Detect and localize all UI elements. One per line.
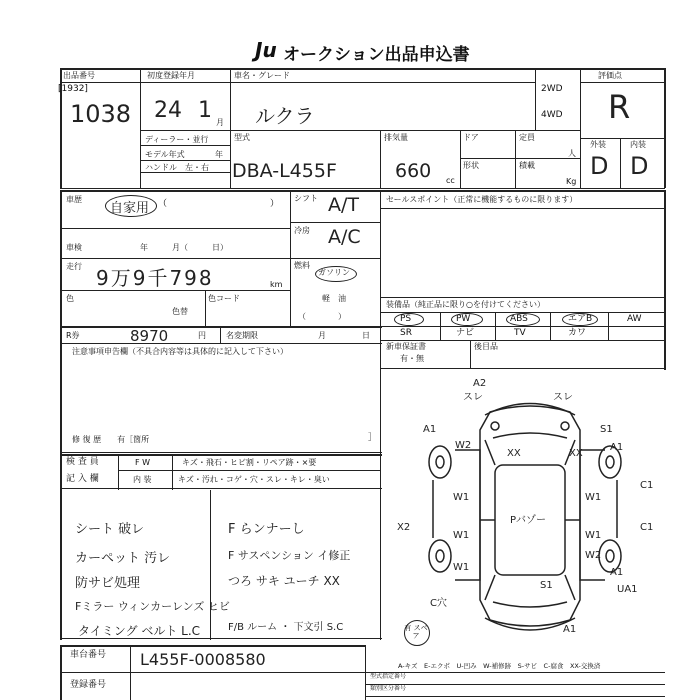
fuel-label: 燃料 (294, 261, 310, 270)
diagram-label: S1 (540, 580, 553, 591)
equip-navi: ナビ (456, 328, 475, 338)
first-reg-month: 1 (198, 98, 212, 123)
displacement-value: 660 (395, 160, 432, 182)
diagram-label: スレ (553, 392, 573, 403)
note-right-2: F サスペンション イ修正 (228, 549, 351, 562)
fw-items: キズ・飛石・ヒビ割・リペア跡・×要 (182, 458, 317, 467)
history-label: 車歴 (66, 195, 82, 204)
diagram-label: S1 (600, 424, 613, 435)
first-reg-label: 初度登録年月 (147, 71, 195, 80)
color-code-label: 色コード (208, 294, 240, 303)
first-reg-year: 24 (154, 98, 182, 123)
diagram-label: W1 (585, 492, 602, 503)
interior-label: 内装 (630, 140, 646, 149)
shift-label: シフト (294, 194, 318, 203)
capacity-unit: 人 (568, 149, 576, 158)
notes-header: 注意事項申告欄（不具合内容等は具体的に記入して下さい） (72, 347, 288, 356)
note-left-2: カーペット 汚レ (75, 551, 171, 566)
warranty-label: 新車保証書 (386, 342, 426, 351)
diagram-label: A1 (423, 424, 437, 435)
diagram-label: XX (569, 448, 583, 459)
interior-grade: D (630, 152, 649, 180)
warranty-options: 有・無 (400, 354, 424, 363)
interior-items: キズ・汚れ・コゲ・穴・スレ・キレ・臭い (178, 475, 330, 484)
after-label: 後目品 (474, 342, 498, 351)
fuel-blank: （ ） (298, 312, 346, 321)
fuel-gas: ガソリン (318, 268, 350, 277)
type-value: DBA-L455F (232, 160, 337, 182)
equip-sr: SR (400, 328, 412, 338)
exterior-label: 外装 (590, 140, 606, 149)
model-year-unit: 年 (215, 150, 223, 159)
yen-unit: 円 (198, 331, 206, 340)
name-expiry-label: 名変期限 (226, 331, 258, 340)
equip-ps: PS (400, 314, 412, 324)
dealer-label: ディーラー・並行 (145, 135, 209, 144)
diagram-label: Pバゾー (510, 515, 547, 526)
repair-label: 修 復 歴 有［箇所 (72, 435, 150, 444)
door-label: ドア (463, 133, 479, 142)
expiry-month-unit: 月 (318, 331, 326, 340)
lot-number: 1038 (70, 100, 132, 128)
note-right-1: F らンナーし (228, 522, 305, 537)
note-left-5: タイミング ベルト L.C (78, 624, 201, 638)
kg-unit: Kg (566, 177, 577, 186)
recycle-value: 8970 (130, 327, 169, 345)
color-change-label: 色替 (172, 307, 188, 316)
diagram-label: A2 (473, 378, 487, 389)
diagram-label: スレ (463, 392, 483, 403)
chassis-number: L455F-0008580 (140, 650, 266, 669)
diagram-label: A1 (610, 442, 624, 453)
diagram-label: W1 (453, 530, 470, 541)
handle-label: ハンドル 左・右 (145, 163, 209, 172)
equip-airbag: エアB (568, 314, 593, 324)
km-unit: km (270, 280, 283, 289)
note-right-4: F/B ルーム ・ 下文引 S.C (228, 622, 344, 633)
writer-label: 記 入 欄 (66, 474, 99, 484)
diagram-label: X2 (397, 522, 411, 533)
interior-row-label: 内 装 (133, 475, 152, 484)
exterior-grade: D (590, 152, 609, 180)
diagram-label: C1 (640, 480, 654, 491)
diagram-label: W1 (453, 492, 470, 503)
inspection-label: 車検 (66, 243, 82, 252)
rating-value: R (608, 88, 631, 126)
drive-2wd: 2WD (541, 84, 563, 94)
spare-stamp: 有 スペア (404, 624, 428, 640)
diagram-label: XX (507, 448, 521, 459)
rating-label: 評価点 (598, 71, 622, 80)
expiry-day-unit: 日 (362, 331, 370, 340)
equip-tv: TV (514, 328, 526, 338)
diagram-label: W2 (455, 440, 472, 451)
month-unit: 月 (216, 118, 224, 127)
load-label: 積載 (519, 161, 535, 170)
color-label: 色 (66, 294, 74, 303)
fw-label: F W (135, 458, 151, 467)
capacity-label: 定員 (519, 133, 535, 142)
note-left-1: シート 破レ (75, 522, 145, 537)
history-value: 自家用 (110, 201, 150, 216)
diagram-label: W1 (453, 562, 470, 573)
category-label: 類別区分番号 (370, 685, 407, 692)
shift-value: A/T (328, 194, 360, 216)
equip-leather: カワ (568, 328, 587, 338)
diagram-label: W2 (585, 550, 602, 561)
lot-label: 出品番号 (63, 71, 95, 80)
car-diagram (395, 370, 665, 650)
displacement-label: 排気量 (384, 133, 408, 142)
car-name: ルクラ (255, 104, 315, 128)
selling-point-label: セールスポイント（正常に機能するものに限ります） (386, 195, 578, 204)
lot-sub: [1932] (58, 84, 88, 94)
type-designation-label: 型式指定番号 (370, 673, 407, 680)
mileage-value: 9万9千798 (96, 266, 214, 290)
inspection-text: 年 月（ 日） (140, 243, 228, 252)
fuel-diesel: 軽 油 (322, 294, 346, 303)
diagram-label: C穴 (430, 598, 447, 609)
note-right-3: つろ サキ ユーチ XX (228, 574, 340, 588)
equipment-label: 装備品（純正品に限り○を付けてください） (386, 300, 545, 309)
shape-label: 形状 (463, 161, 479, 170)
ac-value: A/C (328, 226, 361, 248)
diagram-label: A1 (563, 624, 577, 635)
model-year-label: モデル年式 (145, 150, 185, 159)
cc-unit: cc (446, 176, 455, 185)
note-left-4: Fミラー ウィンカーレンズ ヒビ (75, 600, 230, 613)
equip-pw: PW (456, 314, 471, 324)
type-label: 型式 (234, 133, 250, 142)
ju-logo: Ju (255, 38, 277, 62)
diagram-label: C1 (640, 522, 654, 533)
diagram-label: A1 (610, 567, 624, 578)
form-title: オークション出品申込書 (283, 45, 470, 65)
ac-label: 冷房 (294, 226, 310, 235)
recycle-label: R券 (66, 331, 80, 340)
legend: A-キズ E-エクボ U-凹み W-補修跡 S-サビ C-腐食 XX-交換済 (398, 662, 601, 670)
drive-4wd: 4WD (541, 110, 563, 120)
inspector-label: 検 査 員 (66, 457, 99, 467)
chassis-label: 車台番号 (70, 650, 107, 660)
car-name-label: 車名・グレード (234, 71, 290, 80)
diagram-label: UA1 (617, 584, 638, 595)
registration-label: 登録番号 (70, 680, 107, 690)
equip-aw: AW (627, 314, 642, 324)
mileage-label: 走行 (66, 262, 82, 271)
diagram-label: W1 (585, 530, 602, 541)
equip-abs: ABS (510, 314, 528, 324)
note-left-3: 防サビ処理 (75, 576, 141, 591)
